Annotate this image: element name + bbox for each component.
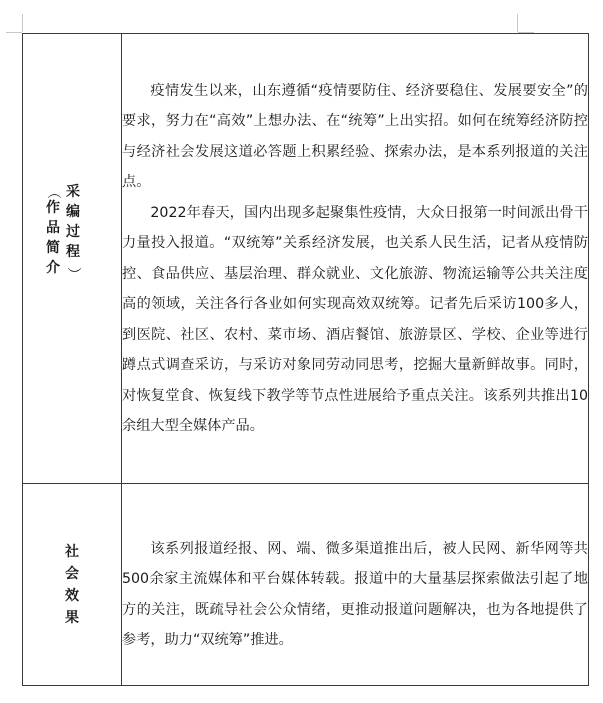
document-table	[22, 33, 589, 686]
row-label-effect-text: 社 会 效 果	[65, 543, 79, 626]
row-content-description	[122, 34, 589, 484]
label-column-left: 作 品 简 介	[46, 199, 60, 276]
label-paren-close: ）	[65, 266, 81, 281]
label-paren-open: （	[45, 184, 61, 199]
label-column-right: 采 编 过 程	[66, 183, 80, 260]
paragraph-2: 2022年春天，国内出现多起聚集性疫情，大众日报第一时间派出骨干力量投入报道。“双统筹”关系经济发展，也关系人民生活，记者从疫情防控、食品供应、基层治理、群众就业、文化旅游、物流运输等公共关注度高的领域，关注各行各业如何实现高效双统筹。记者先后采访100多人，到医院、社区、农村、菜市场、酒店餐馆、旅游景区、学校、企业等进行蹲点式调查采访，与采访对象同劳动同思考，挖掘大量新鲜故事。同时，对恢复堂食、恢复线下教学等节点性进展给予重点关注。该系列共推出10余组大型全媒体产品。	[122, 204, 588, 434]
paragraph-1: 疫情发生以来，山东遵循“疫情要防住、经济要稳住、发展要安全”的要求，努力在“高效”上想办法、在“统筹”上出实招。如何在统筹经济防控与经济社会发展这道必答题上积累经验、探索办法，是本系列报道的关注点。	[122, 82, 588, 190]
table-row-effect	[23, 484, 589, 686]
row-content-effect	[122, 484, 589, 686]
row-label-effect	[23, 484, 122, 686]
row-label-description	[23, 34, 122, 484]
paragraph-effect: 该系列报道经报、网、端、微多渠道推出后，被人民网、新华网等共500余家主流媒体和平台媒体转载。报道中的大量基层探索做法引起了地方的关注，既疏导社会公众情绪，更推动报道问题解决，也为各地提供了参考，助力“双统筹”推进。	[122, 540, 588, 648]
row-label-description-text	[46, 182, 98, 332]
crop-mark-top-right-vertical	[517, 14, 518, 32]
crop-mark-top-left-horizontal	[6, 32, 22, 33]
table-row-description	[23, 34, 589, 484]
crop-mark-top-left-vertical	[22, 14, 23, 32]
